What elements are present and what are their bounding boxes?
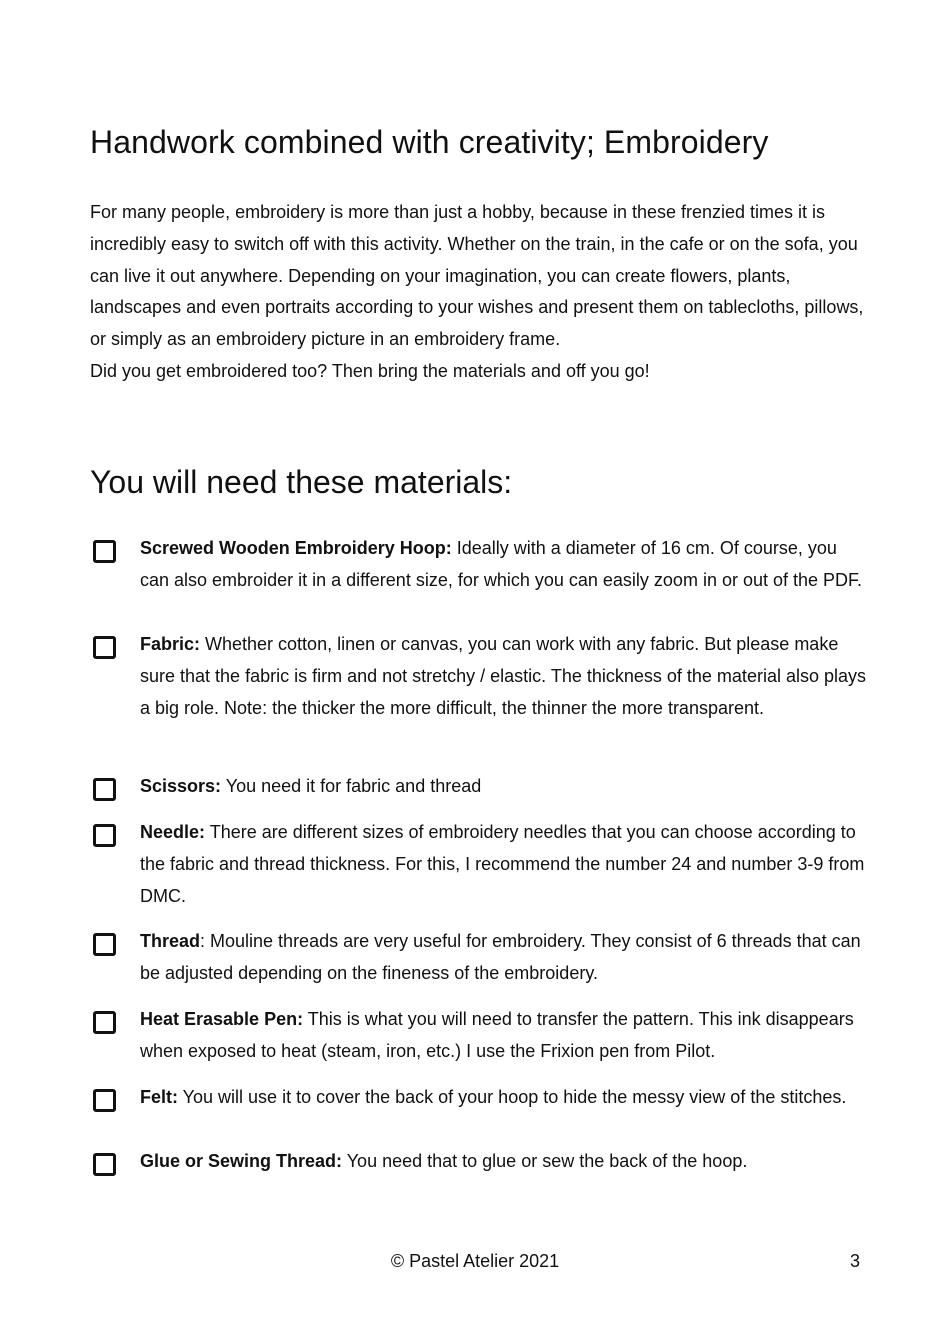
material-text (140, 1004, 870, 1068)
material-description: You need it for fabric and thread (221, 776, 482, 796)
page-title: Handwork combined with creativity; Embroidery (90, 124, 769, 160)
material-description: Ideally with a diameter of 16 cm. Of course, you can also embroider it in a different size, for which you can easily zoom in or out of the PDF. (140, 538, 863, 590)
page-number: 3 (849, 1251, 860, 1271)
material-description: : Mouline threads are very useful for embroidery. They consist of 6 threads that can be adjusted depending on the fineness of the embroidery. (140, 931, 861, 983)
material-description: You need that to glue or sew the back of the hoop. (342, 1151, 748, 1171)
material-text (140, 1146, 870, 1178)
material-text (140, 926, 870, 990)
checkbox-icon[interactable] (93, 933, 116, 956)
checkbox-icon[interactable] (93, 1011, 116, 1034)
material-label: Thread (140, 931, 201, 951)
material-label: Glue or Sewing Thread: (140, 1151, 343, 1171)
checkbox-icon[interactable] (93, 1153, 116, 1176)
intro-paragraph: Did you get embroidered too? Then bring the materials and off you go! (90, 360, 650, 381)
material-description: There are different sizes of embroidery needles that you can choose according to the fabric and thread thickness. For this, I recommend the number 24 and number 3-9 from DMC. (140, 822, 865, 906)
material-text (140, 771, 870, 803)
checkbox-icon[interactable] (93, 636, 116, 659)
material-label: Screwed Wooden Embroidery Hoop: (140, 538, 452, 558)
material-label: Scissors: (140, 776, 222, 796)
intro-text (90, 197, 865, 388)
material-label: Heat Erasable Pen: (140, 1009, 304, 1029)
material-text (140, 629, 870, 724)
checkbox-icon[interactable] (93, 540, 116, 563)
checkbox-icon[interactable] (93, 824, 116, 847)
material-text (140, 817, 870, 912)
material-label: Felt: (140, 1087, 178, 1107)
material-description: This is what you will need to transfer the pattern. This ink disappears when exposed to heat (steam, iron, etc.) I use the Frixion pen from Pilot. (140, 1009, 854, 1061)
material-text (140, 533, 870, 597)
intro-paragraph: For many people, embroidery is more than just a hobby, because in these frenzied times it is incredibly easy to switch off with this activity. Whether on the train, in the cafe or on the sofa, you can live it out anywhere. Depending on your imagination, you can create flowers, plants, landscapes and even portraits according to your wishes and present them on tablecloths, pillows, or simply as an embroidery picture in an embroidery frame. (90, 202, 864, 350)
material-description: You will use it to cover the back of your hoop to hide the messy view of the stitches. (178, 1087, 847, 1107)
material-label: Fabric: (140, 634, 201, 654)
material-description: Whether cotton, linen or canvas, you can work with any fabric. But please make sure that the fabric is firm and not stretchy / elastic. The thickness of the material also plays a big role. Note: the thicker the more difficult, the thinner the more transparent. (140, 634, 866, 718)
footer-copyright: © Pastel Atelier 2021 (390, 1251, 560, 1271)
checkbox-icon[interactable] (93, 1089, 116, 1112)
material-label: Needle: (140, 822, 206, 842)
materials-heading: You will need these materials: (90, 464, 513, 500)
material-text (140, 1082, 870, 1114)
checkbox-icon[interactable] (93, 778, 116, 801)
